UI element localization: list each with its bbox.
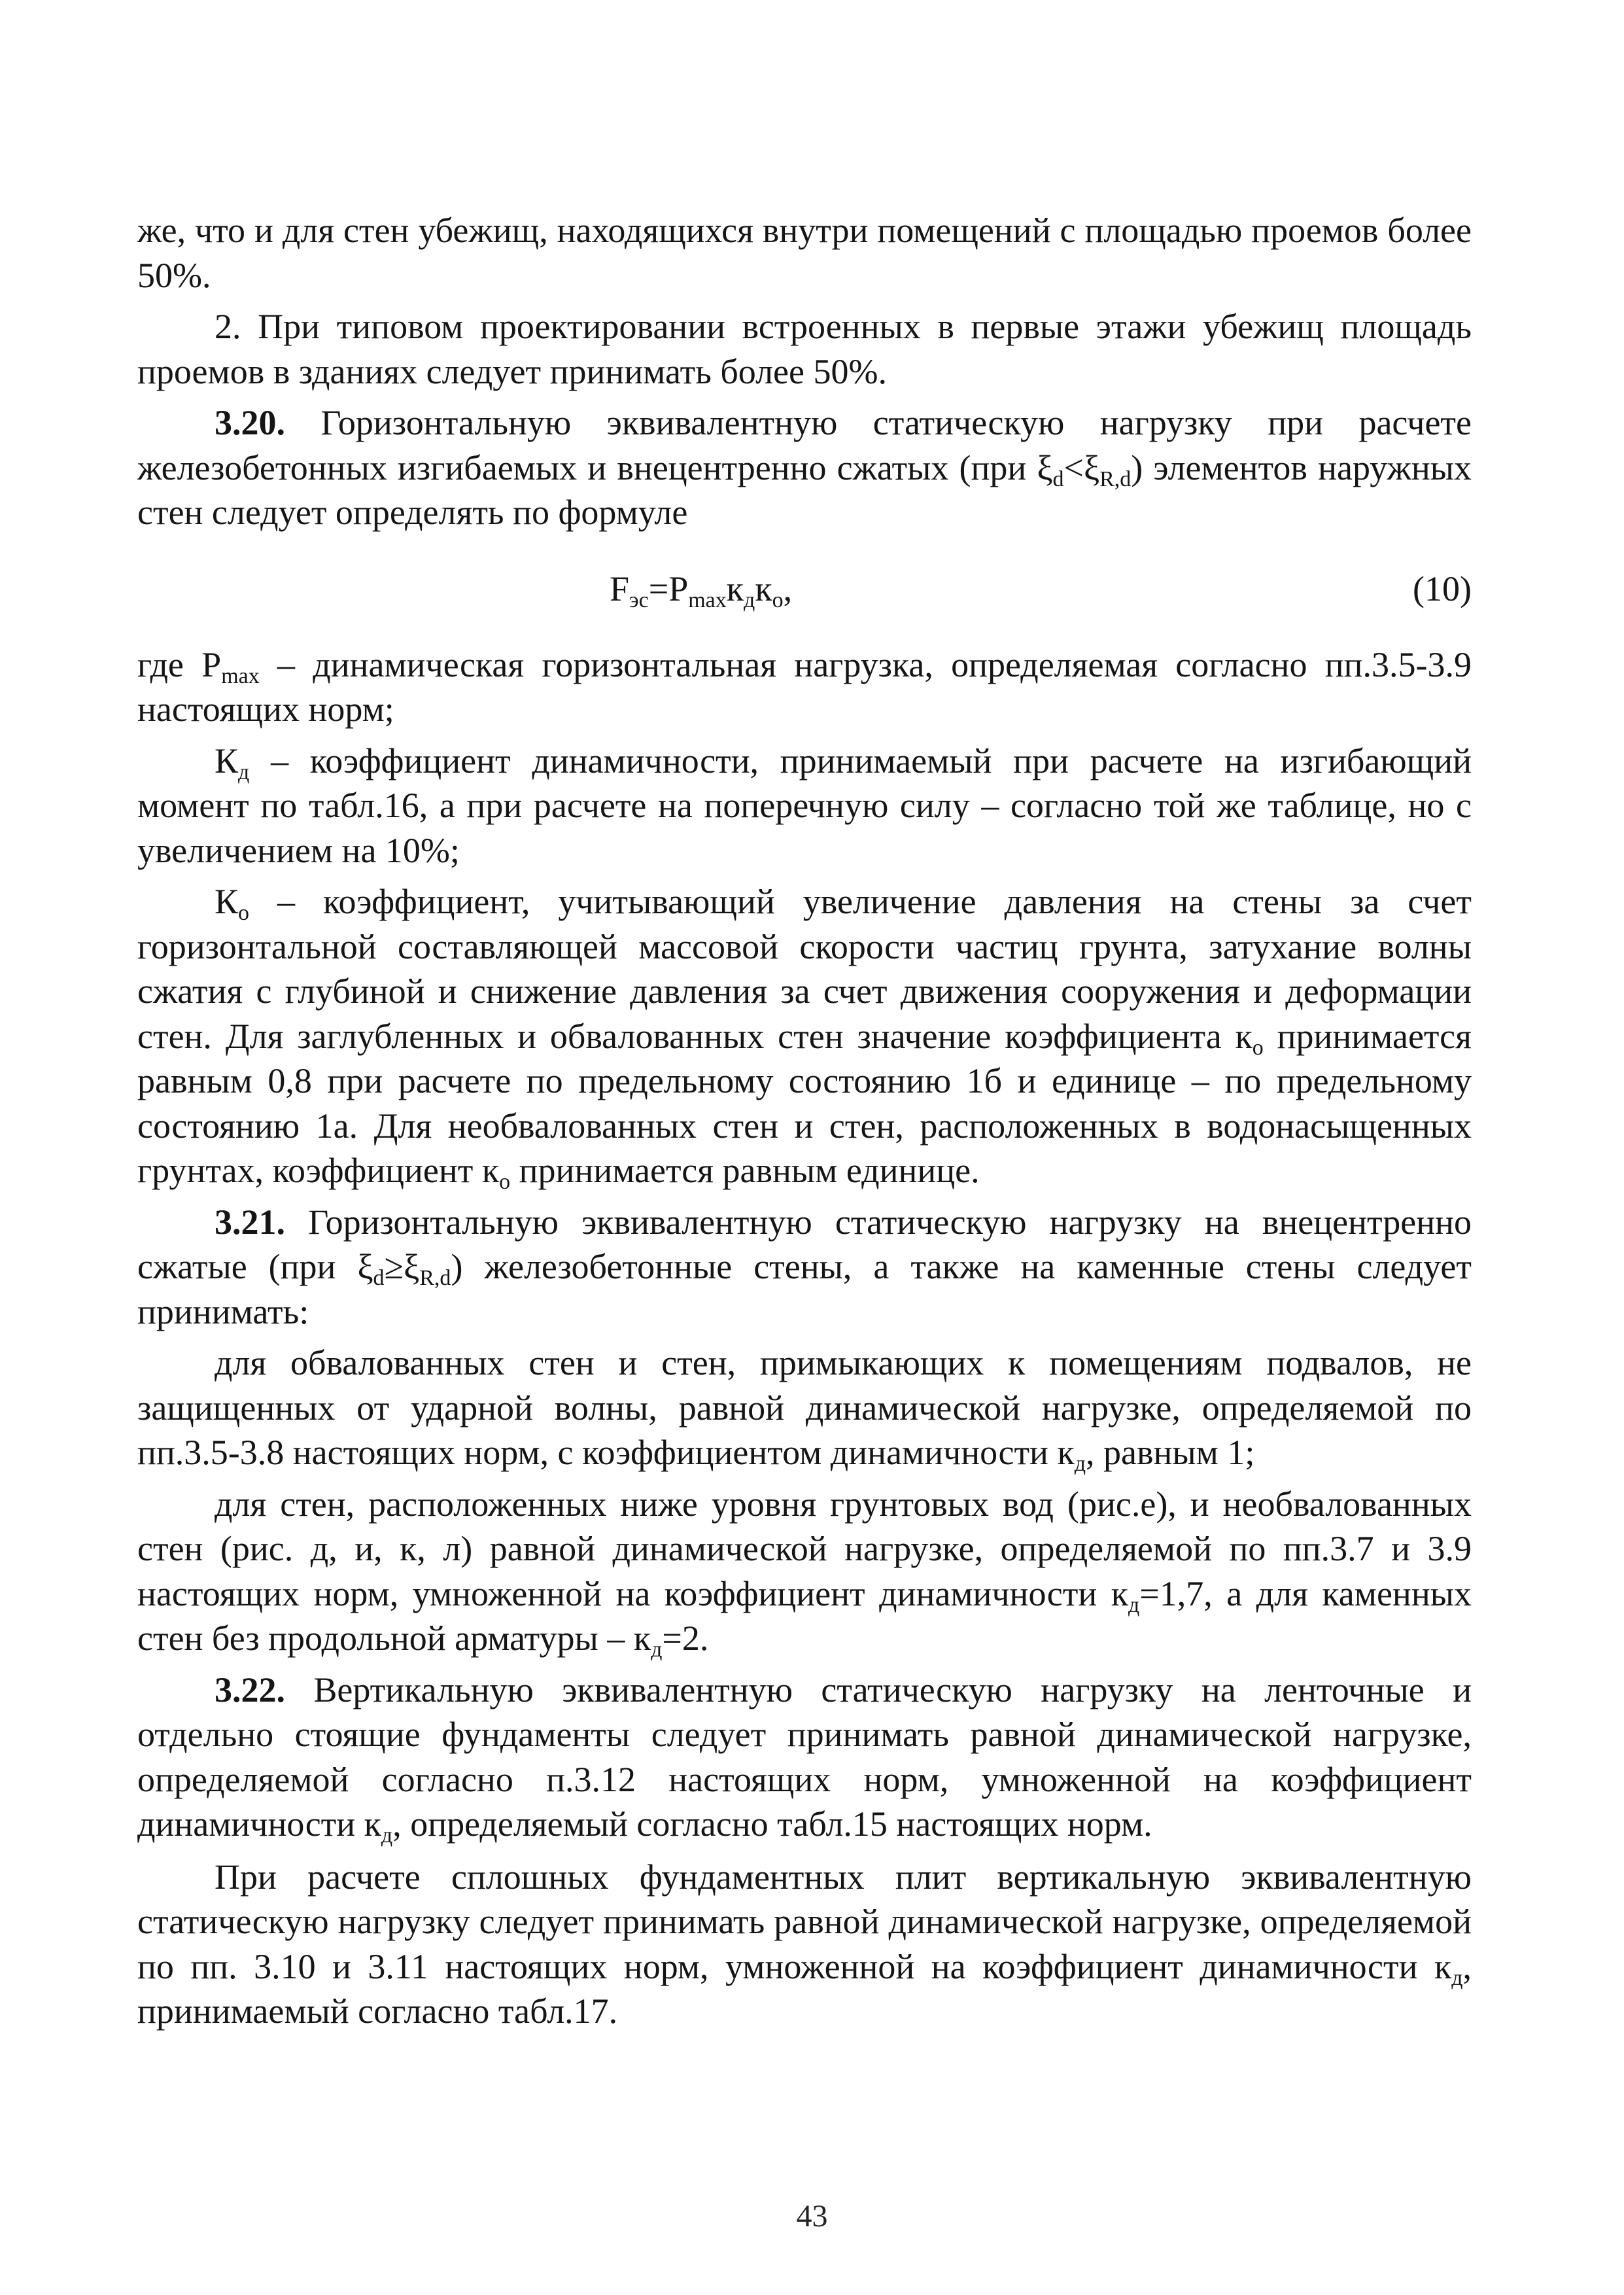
- paragraph-text: При расчете сплошных фундаментных плит вертикальную эквивалентную статическую нагрузку следует принимать равной динамической нагрузке, определяемой по пп. 3.10 и 3.11 настоящих норм, умноженной на коэффициент динамичности к: [137, 1857, 1472, 1986]
- formula-part: F: [610, 569, 630, 608]
- subscript: R,d: [419, 1266, 451, 1290]
- paragraph-text: принимается равным 0,8 при расчете по предельному состоянию 1б и единице – по предельному состоянию 1а. Для необвалованных стен и стен, расположенных в водонасыщенных грунтах, коэффициент к: [137, 1016, 1472, 1190]
- paragraph-continuation: [137, 208, 1472, 298]
- subscript: о: [772, 587, 784, 612]
- formula-row: [137, 552, 1472, 624]
- paragraph-text: Вертикальную эквивалентную статическую нагрузку на ленточные и отдельно стоящие фундаменты следует принимать равной динамической нагрузке, определяемой согласно п.3.12 настоящих норм, умноженной на коэффициент динамичности к: [137, 1670, 1472, 1844]
- paragraph-3-21: [137, 1200, 1472, 1335]
- subscript: о: [499, 1170, 511, 1194]
- paragraph-ko-definition: [137, 879, 1472, 1193]
- paragraph-text: – коэффициент, учитывающий увеличение давления на стены за счет горизонтальной составляющей массовой скорости частиц грунта, затухание волны сжатия с глубиной и снижение давления за счет движения сооружения и деформации стен. Для заглубленных и обвалованных стен значение коэффициента к: [137, 882, 1472, 1056]
- paragraph-note-2: [137, 304, 1472, 394]
- paragraph-text: ) железобетонные стены, а также на каменные стены следует принимать:: [137, 1247, 1472, 1331]
- subscript: д: [744, 587, 755, 612]
- formula-part: к: [726, 569, 744, 608]
- paragraph-foundation-slabs: [137, 1855, 1472, 2034]
- paragraph-text: же, что и для стен убежищ, находящихся внутри помещений с площадью проемов более 50%.: [137, 211, 1472, 295]
- subscript: max: [221, 663, 260, 688]
- paragraph-text: принимается равным единице.: [510, 1151, 980, 1190]
- paragraph-text: =2.: [662, 1619, 709, 1658]
- subscript: д: [651, 1638, 663, 1662]
- paragraph-text: Горизонтальную эквивалентную статическую нагрузку при расчете железобетонных изгибаемых и внецентренно сжатых (при ξ: [137, 403, 1472, 487]
- paragraph-text: ≥ξ: [384, 1247, 420, 1286]
- formula: [610, 567, 792, 612]
- paragraph-text: , определяемый согласно табл.15 настоящих норм.: [392, 1804, 1152, 1844]
- paragraph-where-pmax: [137, 642, 1472, 732]
- paragraph-text: =1,7, а для каменных стен без продольной арматуры – к: [137, 1573, 1472, 1658]
- paragraph-text: 2. При типовом проектировании встроенных в первые этажи убежищ площадь проемов в зданиях следует принимать более 50%.: [137, 307, 1472, 391]
- formula-part: к: [755, 569, 772, 608]
- paragraph-text: , равным 1;: [1086, 1433, 1255, 1472]
- paragraph-text: <ξ: [1063, 447, 1100, 487]
- document-page: [137, 208, 1472, 2034]
- subscript: max: [688, 587, 727, 612]
- paragraph-text: для стен, расположенных ниже уровня грунтовых вод (рис.е), и необвалованных стен (рис. д, и, к, л) равной динамической нагрузке, определяемой по пп.3.7 и 3.9 настоящих норм, умноженной на коэффициент динамичности к: [137, 1484, 1472, 1613]
- paragraph-text: , принимаемый согласно табл.17.: [137, 1946, 1472, 2031]
- subscript: д: [1074, 1452, 1086, 1476]
- subscript: d: [373, 1266, 385, 1290]
- clause-number: 3.21.: [215, 1202, 285, 1242]
- formula-part: ,: [783, 569, 793, 608]
- formula-number: (10): [1413, 569, 1472, 608]
- clause-number: 3.22.: [215, 1670, 285, 1709]
- paragraph-text: ) элементов наружных стен следует определять по формуле: [137, 447, 1472, 532]
- subscript: д: [381, 1823, 393, 1848]
- paragraph-text: для обвалованных стен и стен, примыкающих к помещениям подвалов, не защищенных от ударной волны, равной динамической нагрузке, определяемой по пп.3.5-3.8 настоящих норм, с коэффициентом динамичности к: [137, 1343, 1472, 1472]
- subscript: R,d: [1099, 466, 1132, 491]
- paragraph-text: К: [215, 882, 239, 921]
- subscript: д: [238, 760, 250, 784]
- clause-number: 3.20.: [215, 403, 285, 442]
- subscript: d: [1052, 466, 1064, 491]
- subscript: д: [1451, 1965, 1463, 1990]
- paragraph-text: – динамическая горизонтальная нагрузка, определяемая согласно пп.3.5-3.9 настоящих норм;: [137, 644, 1472, 729]
- formula-part: =P: [648, 569, 689, 608]
- paragraph-3-20: [137, 400, 1472, 535]
- paragraph-kd-definition: [137, 739, 1472, 873]
- paragraph-text: где P: [137, 644, 222, 684]
- paragraph-text: К: [215, 741, 239, 780]
- paragraph-groundwater-walls: [137, 1482, 1472, 1661]
- paragraph-text: – коэффициент динамичности, принимаемый при расчете на изгибающий момент по табл.16, а при расчете на поперечную силу – согласно той же таблице, но с увеличением на 10%;: [137, 741, 1472, 870]
- paragraph-embanked-walls: [137, 1340, 1472, 1475]
- subscript: д: [1128, 1592, 1140, 1617]
- paragraph-text: Горизонтальную эквивалентную статическую нагрузку на внецентренно сжатые (при ξ: [137, 1202, 1472, 1286]
- paragraph-3-22: [137, 1668, 1472, 1847]
- subscript: о: [1252, 1035, 1264, 1060]
- page-number: 43: [796, 2199, 828, 2234]
- subscript: эс: [629, 587, 649, 612]
- subscript: о: [238, 901, 250, 925]
